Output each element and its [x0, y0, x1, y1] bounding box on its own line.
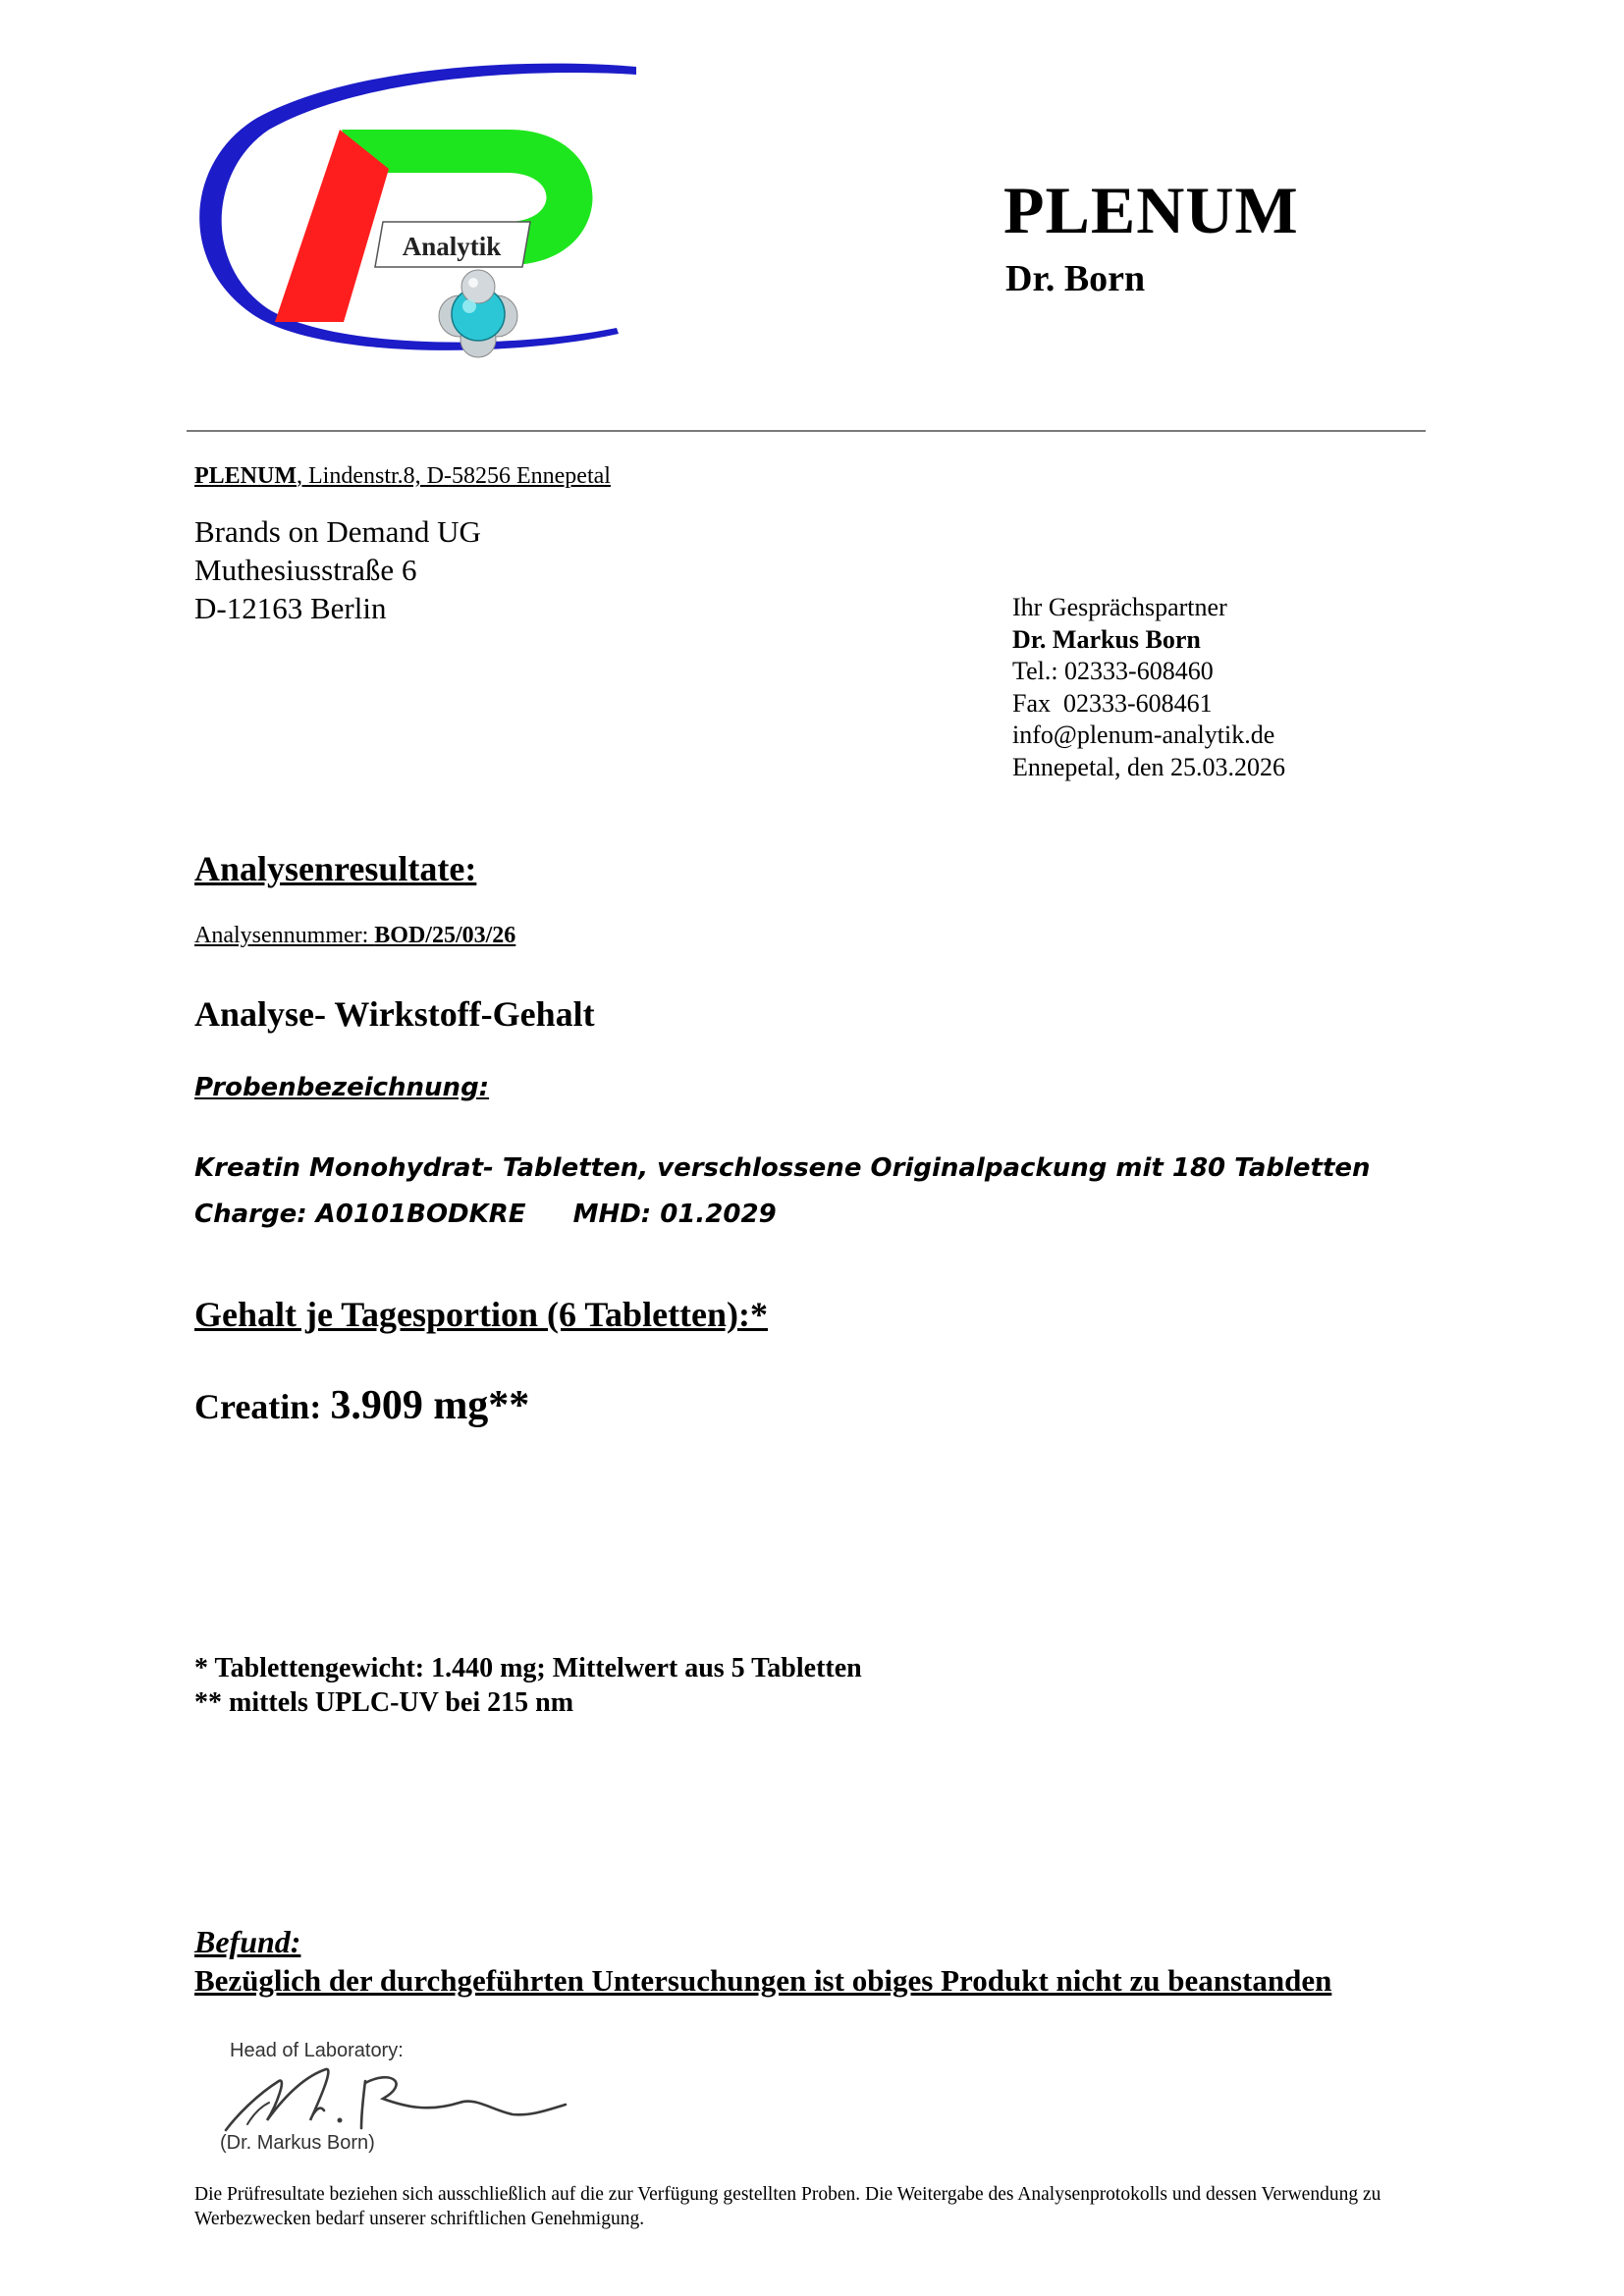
logo-label-box — [375, 222, 530, 267]
contact-person: Dr. Markus Born — [1012, 624, 1201, 654]
finding-text: Bezüglich der durchgeführten Untersuchungen ist obiges Produkt nicht zu beanstanden — [194, 1963, 1332, 1998]
signature-head-label: Head of Laboratory: — [230, 2040, 404, 2061]
logo-label-text: Analytik — [402, 232, 502, 261]
brand-subtitle: Dr. Born — [1005, 258, 1146, 299]
analysis-number-label: Analysennummer: — [194, 923, 375, 948]
creatin-result — [194, 1382, 529, 1429]
sender-address: , Lindenstr.8, D-58256 Ennepetal — [297, 463, 611, 489]
footnote-tablet-weight: * Tablettengewicht: 1.440 mg; Mittelwert aus 5 Tabletten — [194, 1653, 862, 1683]
plenum-analytik-logo — [196, 59, 648, 398]
recipient-company: Brands on Demand UG — [194, 514, 481, 549]
content-heading: Gehalt je Tagesportion (6 Tabletten):* — [194, 1295, 769, 1334]
contact-phone: Tel.: 02333-608460 — [1012, 657, 1214, 685]
contact-label: Ihr Gesprächspartner — [1012, 593, 1227, 621]
analysis-number — [194, 923, 515, 949]
analysis-number-value: BOD/25/03/26 — [374, 923, 516, 948]
results-heading: Analysenresultate: — [194, 849, 477, 888]
brand-name: PLENUM — [1003, 173, 1299, 247]
sender-name: PLENUM — [194, 463, 297, 489]
disclaimer-text: Die Prüfresultate beziehen sich ausschließlich auf die zur Verfügung gestellten Proben. Die Weitergabe des Analysenprotokolls und dessen Verwendung zu Werbezwecken bedarf unserer schriftlichen Genehmigung. — [194, 2184, 1381, 2229]
recipient-city: D-12163 Berlin — [194, 591, 387, 625]
sample-label: Probenbezeichnung: — [194, 1073, 490, 1102]
creatin-value: 3.909 mg** — [330, 1383, 530, 1428]
footnotes — [194, 1651, 862, 1720]
contact-block — [1012, 592, 1285, 783]
recipient-address — [194, 512, 481, 627]
handwritten-signature — [218, 2059, 571, 2140]
contact-fax: Fax 02333-608461 — [1012, 688, 1213, 718]
analysis-title: Analyse- Wirkstoff-Gehalt — [194, 994, 595, 1034]
logo-red-bar — [275, 130, 389, 322]
finding-label: Befund: — [194, 1924, 301, 1959]
sample-charge: Charge: A0101BODKRE — [194, 1200, 526, 1229]
signature-name: (Dr. Markus Born) — [220, 2132, 375, 2154]
sample-description: Kreatin Monohydrat- Tabletten, verschlossene Originalpackung mit 180 Tabletten — [194, 1153, 1371, 1183]
sample-mhd: MHD: 01.2029 — [572, 1200, 777, 1229]
sample-batch-line — [194, 1200, 777, 1229]
contact-email: info@plenum-analytik.de — [1012, 721, 1275, 749]
contact-place-date: Ennepetal, den 25.03.2026 — [1012, 752, 1285, 781]
creatin-label: Creatin: — [194, 1387, 331, 1426]
recipient-street: Muthesiusstraße 6 — [194, 553, 417, 587]
footnote-method: ** mittels UPLC-UV bei 215 nm — [194, 1687, 574, 1718]
sender-address-line — [194, 463, 611, 490]
header-divider — [187, 430, 1426, 432]
